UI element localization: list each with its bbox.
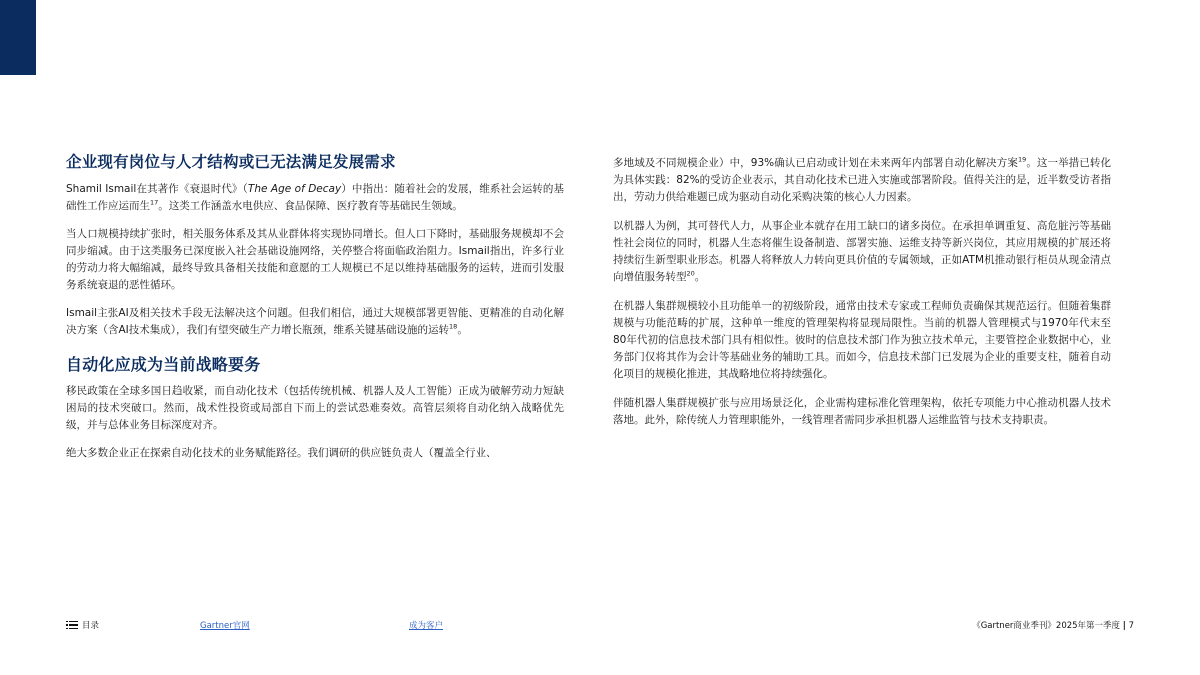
toc-label: 目录 [82,621,100,631]
page-footer [0,619,1200,635]
p3-text-b: 。 [457,324,468,336]
page-separator: | [1122,621,1126,631]
paragraph-survey-start: 绝大多数企业正在探索自动化技术的业务赋能路径。我们调研的供应链负责人（覆盖全行业、 [66,447,497,459]
p3-text-a: Ismail主张AI及相关技术手段无法解决这个问题。但我们相信，通过大规模部署更智能、更精准的自动化解决方案（含AI技术集成），我们有望突破生产力增长瓶颈，维系关键基础设施的运转 [66,307,564,336]
page-number: 7 [1128,621,1134,631]
footnote-17: 17 [150,198,159,207]
left-column [66,152,564,473]
section-heading-workforce: 企业现有岗位与人才结构或已无法满足发展需求 [66,153,396,171]
paragraph-robot-example [613,218,1111,286]
paragraph-standardized-framework: 伴随机器人集群规模扩张与应用场景泛化，企业需构建标准化管理架构，依托专项能力中心推动机器人技术落地。此外，除传统人力管理职能外，一线管理者需同步承担机器人运维监管与技术支持职责。 [613,397,1111,426]
paragraph-ai-argument [66,305,564,339]
gartner-website-link[interactable]: Gartner官网 [200,621,250,631]
book-title-italic: The Age of Decay [247,183,342,195]
paragraph-immigration: 移民政策在全球多国日趋收紧，而自动化技术（包括传统机械、机器人及人工智能）正成为破解劳动力短缺困局的技术突破口。然而，战术性投资或局部自下而上的尝试恐难奏效。高管层须将自动化纳入战略优先级，并与总体业务目标深度对齐。 [66,385,564,431]
footnote-19: 19 [1017,155,1027,164]
p1-text-b: ）中指出：随着社会的发展，维系社会运转的基础性工作应运而生 [66,183,565,212]
right-column [613,155,1111,441]
r1-text-b: 。这一举措已转化为具体实践：82%的受访企业表示，其自动化技术已进入实施或部署阶段。值得关注的是，近半数受访者指出，劳动力供给难题已成为驱动自动化采购决策的核心人力因素。 [613,157,1111,203]
paragraph-ismail-intro [66,181,564,215]
publication-name: 《Gartner商业季刊》2025年第一季度 [972,621,1121,631]
list-icon [66,621,78,630]
r1-text-a: 多地域及不同规模企业）中，93%确认已启动或计划在未来两年内部署自动化解决方案 [613,157,1018,169]
toc-link[interactable] [66,619,99,631]
paragraph-survey-continued [613,155,1111,206]
footnote-20: 20 [686,269,695,278]
page-info [972,619,1134,631]
r2-text-a: 以机器人为例，其可替代人力，从事企业本就存在用工缺口的诸多岗位。在承担单调重复、高危脏污等基础性社会岗位的同时，机器人生态将催生设备制造、部署实施、运维支持等新兴岗位，其应用规模的扩展还将持续衍生新型职业形态。机器人将释放人力转向更具价值的专属领域，正如ATM机推动银行柜员从现金清点向增值服务转型 [613,220,1111,283]
footnote-18: 18 [449,322,458,331]
section-heading-automation: 自动化应成为当前战略要务 [66,355,261,374]
p1-text-c: 。这类工作涵盖水电供应、食品保障、医疗教育等基础民生领域。 [158,200,463,212]
become-client-link[interactable]: 成为客户 [409,621,444,631]
paragraph-population: 当人口规模持续扩张时，相关服务体系及其从业群体将实现协同增长。但人口下降时，基础服务规模却不会同步缩减。由于这类服务已深度嵌入社会基础设施网络，关停整合将面临政治阻力。Ismail指出，许多行业的劳动力将大幅缩减，最终导致具备相关技能和意愿的工人规模已不足以维持基础服务的运转，进而引发服务系统衰退的恶性循环。 [66,228,564,291]
r2-text-b: 。 [694,271,706,283]
paragraph-robot-management: 在机器人集群规模较小且功能单一的初级阶段，通常由技术专家或工程师负责确保其规范运行。但随着集群规模与功能范畴的扩展，这种单一维度的管理架构将显现局限性。当前的机器人管理模式与1970年代末至80年代初的信息技术部门具有相似性。彼时的信息技术部门作为独立技术单元，主要管控企业数据中心，业务部门仅将其作为会计等基础业务的辅助工具。而如今，信息技术部门已发展为企业的重要支柱，随着自动化项目的规模化推进，其战略地位将持续强化。 [613,300,1111,380]
corner-accent-block [0,0,36,75]
p1-text-a: Shamil Ismail在其著作《衰退时代》（ [66,183,248,195]
